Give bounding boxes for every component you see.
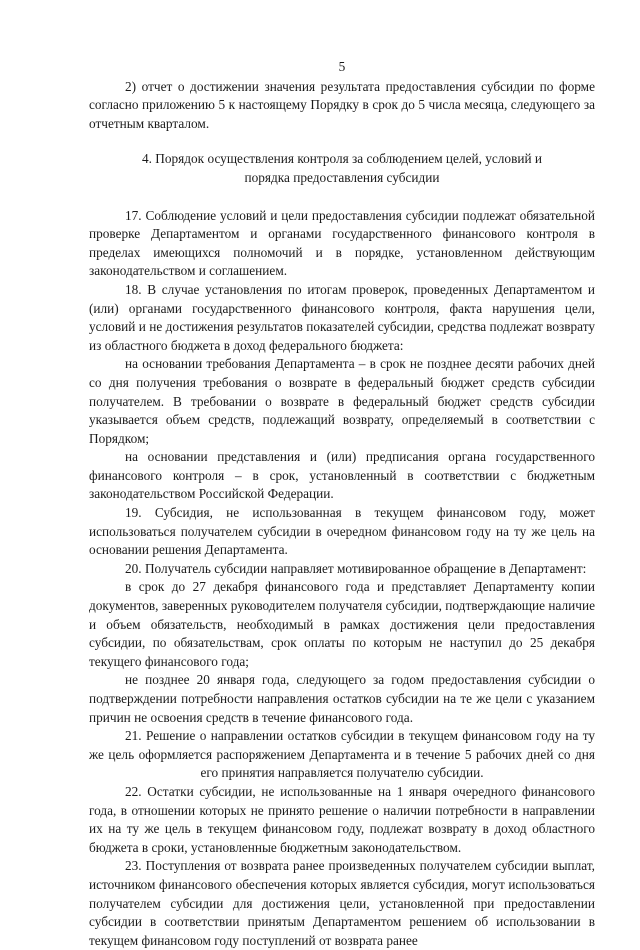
paragraph-23: 23. Поступления от возврата ранее произведенных получателем субсидии выплат, источником финансового обеспечения которых является субсидия, могут использоваться получателем субсидии для достижения цели, установленной при предоставлении субсидии в соответствии принятым Департаментом решением об использовании в текущем финансовом году поступлений от возврата ранее: [89, 858, 595, 948]
paragraph-18-prescription: на основании представления и (или) предписания органа государственного финансового контроля – в срок, установленный в соответствии с бюджетным законодательством Российской Федерации.: [89, 449, 595, 502]
paragraph-20-january: не позднее 20 января года, следующего за годом предоставления субсидии о подтверждении потребности направления остатков субсидии на те же цели с указанием причин не освоения средств в течение финансового года.: [89, 672, 595, 725]
section-title: 4. Порядок осуществления контроля за соблюдением целей, условий и порядка предоставления субсидии: [141, 151, 543, 185]
paragraph-22: 22. Остатки субсидии, не использованные на 1 января очередного финансового года, в отношении которых не принято решение о наличии потребности в направлении их на ту же цель в текущем финансовом году, подлежат возврату в доход областного бюджета в сроки, установленные бюджетным законодательством.: [89, 783, 595, 855]
document-page: [89, 58, 595, 950]
paragraph-reporting-deadline: 2) отчет о достижении значения результата предоставления субсидии по форме согласно приложению 5 к настоящему Порядку в срок до 5 числа месяца, следующего за отчетным кварталом.: [89, 78, 595, 131]
paragraph-18: 18. В случае установления по итогам проверок, проведенных Департаментом и (или) органами государственного финансового контроля, факта нарушения цели, условий и не достижения результатов показателей субсидии, средства подлежат возврату из областного бюджета в доход федерального бюджета:: [89, 281, 595, 353]
paragraph-21: 21. Решение о направлении остатков субсидии в текущем финансовом году на ту же цель оформляется распоряжением Департамента и в течение 5 рабочих дней со дня его принятия направляется получателю субсидии.: [89, 728, 595, 781]
paragraph-18-requirement: на основании требования Департамента – в срок не позднее десяти рабочих дней со дня получения требования о возврате в федеральный бюджет средств субсидии получателем. В требовании о возврате в федеральный бюджет средств субсидии указывается объем средств, подлежащий возврату, определяемый в соответствии с Порядком;: [89, 356, 595, 446]
paragraph-19: 19. Субсидия, не использованная в текущем финансовом году, может использоваться получателем субсидии в очередном финансовом году на ту же цель на основании решения Департамента.: [89, 505, 595, 558]
page-number: 5: [338, 59, 346, 74]
paragraph-17: 17. Соблюдение условий и цели предоставления субсидии подлежат обязательной проверке Департаментом и органами государственного финансового контроля в пределах имеющихся полномочий и в порядке, установленном действующим законодательством и соглашением.: [89, 207, 595, 279]
paragraph-20-december: в срок до 27 декабря финансового года и представляет Департаменту копии документов, заверенных руководителем получателя субсидии, подтверждающие наличие и объем обязательств, необходимый в рамках достижения цели предоставления субсидии, по обязательствам, срок оплаты по которым не наступил до 25 декабря текущего финансового года;: [89, 579, 595, 669]
paragraph-20: 20. Получатель субсидии направляет мотивированное обращение в Департамент:: [125, 560, 587, 576]
